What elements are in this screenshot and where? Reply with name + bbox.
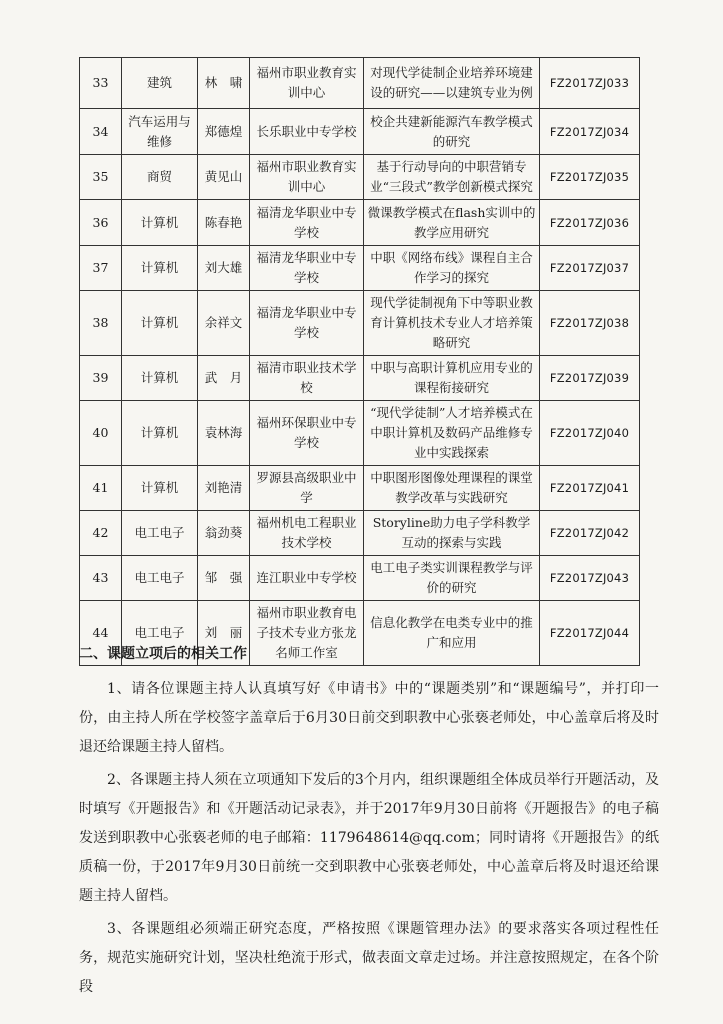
code-cell: FZ2017ZJ037: [540, 246, 640, 291]
host-cell: 袁林海: [198, 401, 250, 466]
row-number: 34: [80, 109, 122, 155]
host-cell: 刘艳清: [198, 466, 250, 511]
category-cell: 计算机: [122, 246, 198, 291]
title-cell: 中职与高职计算机应用专业的课程衔接研究: [364, 356, 540, 401]
code-cell: FZ2017ZJ033: [540, 58, 640, 109]
host-cell: 郑德煌: [198, 109, 250, 155]
table-row: [80, 356, 640, 401]
row-number: 39: [80, 356, 122, 401]
table-row: [80, 155, 640, 200]
school-cell: 福州市职业教育电子技术专业方张龙名师工作室: [250, 601, 364, 666]
category-cell: 计算机: [122, 291, 198, 356]
paragraph: 3、各课题组必须端正研究态度，严格按照《课题管理办法》的要求落实各项过程性任务，规范实施研究计划，坚决杜绝流于形式，做表面文章走过场。并注意按照规定，在各个阶段: [79, 921, 659, 995]
host-cell: 林 啸: [198, 58, 250, 109]
paragraph: 2、各课题主持人须在立项通知下发后的3个月内，组织课题组全体成员举行开题活动，及时填写《开题报告》和《开题活动记录表》，并于2017年9月30日前将《开题报告》的电子稿发送到职教中心张亵老师的电子邮箱：1179648614@qq.com；同时请将《开题报告》的纸质稿一份，于2017年9月30日前统一交到职教中心张亵老师处，中心盖章后将及时退还给课题主持人留档。: [79, 772, 659, 904]
category-cell: 建筑: [122, 58, 198, 109]
code-cell: FZ2017ZJ043: [540, 556, 640, 601]
row-number: 33: [80, 58, 122, 109]
title-cell: 现代学徒制视角下中等职业教育计算机技术专业人才培养策略研究: [364, 291, 540, 356]
title-cell: 信息化教学在电类专业中的推广和应用: [364, 601, 540, 666]
school-cell: 福州环保职业中专学校: [250, 401, 364, 466]
table-row: [80, 466, 640, 511]
category-cell: 商贸: [122, 155, 198, 200]
school-cell: 连江职业中专学校: [250, 556, 364, 601]
host-cell: 陈春艳: [198, 200, 250, 246]
table-row: [80, 556, 640, 601]
code-cell: FZ2017ZJ040: [540, 401, 640, 466]
category-cell: 电工电子: [122, 556, 198, 601]
host-cell: 武 月: [198, 356, 250, 401]
code-cell: FZ2017ZJ035: [540, 155, 640, 200]
title-cell: Storyline助力电子学科教学互动的探索与实践: [364, 511, 540, 556]
school-cell: 罗源县高级职业中学: [250, 466, 364, 511]
row-number: 43: [80, 556, 122, 601]
title-cell: “现代学徒制”人才培养模式在中职计算机及数码产品维修专业中实践探索: [364, 401, 540, 466]
row-number: 41: [80, 466, 122, 511]
title-cell: 校企共建新能源汽车教学模式的研究: [364, 109, 540, 155]
school-cell: 福清龙华职业中专学校: [250, 291, 364, 356]
title-cell: 中职《网络布线》课程自主合作学习的探究: [364, 246, 540, 291]
category-cell: 计算机: [122, 200, 198, 246]
row-number: 42: [80, 511, 122, 556]
table-row: [80, 291, 640, 356]
table-row: [80, 200, 640, 246]
project-table: [79, 57, 640, 666]
row-number: 38: [80, 291, 122, 356]
table-row: [80, 401, 640, 466]
category-cell: 汽车运用与维修: [122, 109, 198, 155]
school-cell: 福清市职业技术学校: [250, 356, 364, 401]
title-cell: 中职图形图像处理课程的课堂教学改革与实践研究: [364, 466, 540, 511]
school-cell: 福州市职业教育实训中心: [250, 155, 364, 200]
code-cell: FZ2017ZJ042: [540, 511, 640, 556]
category-cell: 电工电子: [122, 511, 198, 556]
table-row: [80, 511, 640, 556]
host-cell: 黄见山: [198, 155, 250, 200]
category-cell: 计算机: [122, 401, 198, 466]
row-number: 35: [80, 155, 122, 200]
school-cell: 福州市职业教育实训中心: [250, 58, 364, 109]
row-number: 36: [80, 200, 122, 246]
body-text: [79, 675, 659, 1006]
school-cell: 福清龙华职业中专学校: [250, 246, 364, 291]
code-cell: FZ2017ZJ039: [540, 356, 640, 401]
code-cell: FZ2017ZJ044: [540, 601, 640, 666]
title-cell: 电工电子类实训课程教学与评价的研究: [364, 556, 540, 601]
table-row: [80, 109, 640, 155]
host-cell: 刘大雄: [198, 246, 250, 291]
code-cell: FZ2017ZJ041: [540, 466, 640, 511]
row-number: 44: [80, 601, 122, 666]
section-heading: 二、课题立项后的相关工作: [79, 646, 247, 662]
host-cell: 刘 丽: [198, 601, 250, 666]
row-number: 40: [80, 401, 122, 466]
table-row: [80, 58, 640, 109]
code-cell: FZ2017ZJ034: [540, 109, 640, 155]
title-cell: 基于行动导向的中职营销专业“三段式”教学创新模式探究: [364, 155, 540, 200]
school-cell: 福清龙华职业中专学校: [250, 200, 364, 246]
host-cell: 邹 强: [198, 556, 250, 601]
title-cell: 对现代学徒制企业培养环境建设的研究——以建筑专业为例: [364, 58, 540, 109]
title-cell: 微课教学模式在flash实训中的教学应用研究: [364, 200, 540, 246]
table-row: [80, 246, 640, 291]
project-table-body: [80, 58, 640, 666]
category-cell: 计算机: [122, 466, 198, 511]
code-cell: FZ2017ZJ038: [540, 291, 640, 356]
host-cell: 翁劲葵: [198, 511, 250, 556]
host-cell: 余祥文: [198, 291, 250, 356]
school-cell: 长乐职业中专学校: [250, 109, 364, 155]
category-cell: 电工电子: [122, 601, 198, 666]
row-number: 37: [80, 246, 122, 291]
paragraph: 1、请各位课题主持人认真填写好《申请书》中的“课题类别”和“课题编号”，并打印一份，由主持人所在学校签字盖章后于6月30日前交到职教中心张亵老师处，中心盖章后将及时退还给课题主持人留档。: [79, 681, 659, 755]
code-cell: FZ2017ZJ036: [540, 200, 640, 246]
category-cell: 计算机: [122, 356, 198, 401]
school-cell: 福州机电工程职业技术学校: [250, 511, 364, 556]
